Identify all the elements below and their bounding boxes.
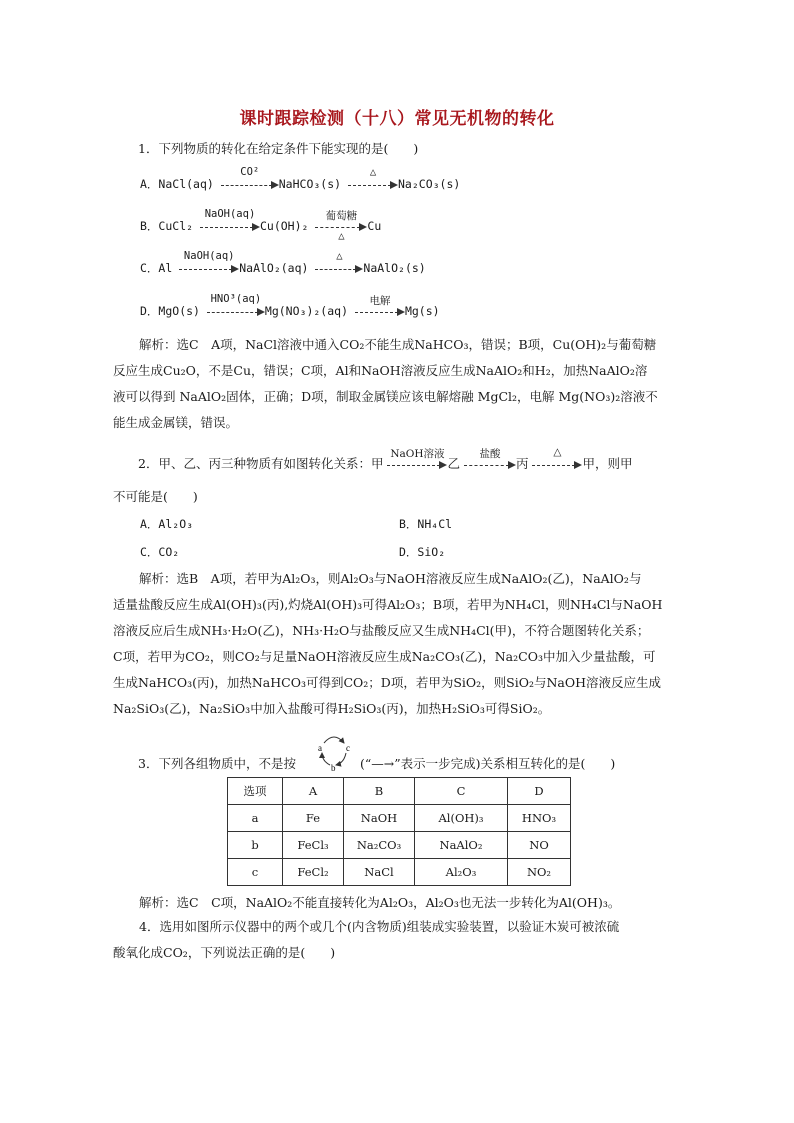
table-cell: c xyxy=(228,859,283,886)
arrow-label: △ xyxy=(553,445,562,458)
reaction-arrow xyxy=(315,209,367,242)
table-cell: HNO₃ xyxy=(508,805,571,832)
table-header-cell: B xyxy=(344,778,415,805)
table-cell: NaAlO₂ xyxy=(415,832,508,859)
q2-node-yi: 乙 xyxy=(447,456,460,471)
q1-a-prefix: A．NaCl(aq) xyxy=(140,177,214,191)
reaction-arrow xyxy=(207,292,265,317)
cycle-arrow-b-a xyxy=(322,753,330,765)
q1-d-mid: Mg(NO₃)₂(aq) xyxy=(264,304,348,318)
cycle-node-c: c xyxy=(346,743,350,753)
arrow-label: CO² xyxy=(240,165,260,178)
arrow-label: NaOH(aq) xyxy=(204,207,256,220)
analysis-line: 能生成金属镁，错误。 xyxy=(113,415,239,430)
analysis-line: 液可以得到 NaAlO₂固体，正确；D项，制取金属镁应该电解熔融 MgCl₂，电解 Mg(NO₃)₂溶液不 xyxy=(113,389,658,404)
q1-a-mid: NaHCO₃(s) xyxy=(278,177,342,191)
arrow-label: △ xyxy=(369,165,377,178)
q2-option-a: A．Al₂O₃ xyxy=(140,517,194,531)
q1-option-c xyxy=(140,249,426,276)
table-cell: b xyxy=(228,832,283,859)
q4-line: 4．选用如图所示仪器中的两个或几个(内含物质)组装成实验装置，以验证木炭可被浓硫 xyxy=(139,919,620,934)
reaction-arrow xyxy=(387,447,447,470)
table-cell: a xyxy=(228,805,283,832)
table-cell: Fe xyxy=(283,805,344,832)
q1-d-end: Mg(s) xyxy=(404,304,440,318)
q2-stem-post: 甲，则甲 xyxy=(582,456,633,471)
analysis-line: 解析：选C A项，NaCl溶液中通入CO₂不能生成NaHCO₃，错误；B项，Cu(OH)₂与葡萄糖 xyxy=(139,337,657,352)
q3-analysis: 解析：选C C项，NaAlO₂不能直接转化为Al₂O₃，Al₂O₃也无法一步转化为Al(OH)₃。 xyxy=(139,895,621,910)
cycle-node-a: a xyxy=(318,743,322,753)
q1-analysis xyxy=(113,332,685,436)
table-header-cell: 选项 xyxy=(228,778,283,805)
reaction-arrow xyxy=(355,294,405,317)
q1-b-end: Cu xyxy=(367,219,382,233)
q1-b-prefix: B．CuCl₂ xyxy=(140,219,194,233)
table-cell: NaOH xyxy=(344,805,415,832)
table-row xyxy=(228,832,571,859)
table-cell: Al(OH)₃ xyxy=(415,805,508,832)
arrow-label: 电解 xyxy=(369,294,391,307)
cycle-diagram xyxy=(312,729,356,773)
cycle-arrow-c-b xyxy=(336,753,346,765)
arrow-label: 盐酸 xyxy=(479,447,501,460)
table-header-cell: D xyxy=(508,778,571,805)
q1-c-prefix: C．Al xyxy=(140,261,173,275)
table-cell: FeCl₃ xyxy=(283,832,344,859)
q2-stem-pre: 2．甲、乙、丙三种物质有如图转化关系：甲 xyxy=(138,456,384,471)
q3-stem-post: (“—→”表示一步完成)关系相互转化的是( ) xyxy=(360,756,616,771)
q1-option-a xyxy=(140,165,461,192)
q1-stem: 1．下列物质的转化在给定条件下能实现的是( ) xyxy=(138,141,419,156)
q2-option-d: D．SiO₂ xyxy=(399,545,446,559)
q1-option-b xyxy=(140,207,382,242)
table-cell: NO₂ xyxy=(508,859,571,886)
analysis-line: C项，若甲为CO₂，则CO₂与足量NaOH溶液反应生成Na₂CO₃(乙)，Na₂CO₃中加入少量盐酸，可 xyxy=(113,649,656,664)
analysis-line: 解析：选B A项，若甲为Al₂O₃，则Al₂O₃与NaOH溶液反应生成NaAlO₂(乙)，NaAlO₂与 xyxy=(139,571,642,586)
table-cell: Al₂O₃ xyxy=(415,859,508,886)
reaction-arrow xyxy=(348,165,398,190)
q2-stem-line2: 不可能是( ) xyxy=(113,489,198,504)
q1-a-end: Na₂CO₃(s) xyxy=(398,177,461,191)
table-cell: NaCl xyxy=(344,859,415,886)
arrow-label: △ xyxy=(336,249,343,262)
analysis-line: Na₂SiO₃(乙)，Na₂SiO₃中加入盐酸可得H₂SiO₃(丙)，加热H₂SiO₃可得SiO₂。 xyxy=(113,701,551,716)
q4-line: 酸氧化成CO₂，下列说法正确的是( ) xyxy=(113,945,336,960)
q1-option-d xyxy=(140,292,440,319)
table-cell: NO xyxy=(508,832,571,859)
q3-options-table xyxy=(227,777,571,886)
q1-d-prefix: D．MgO(s) xyxy=(140,304,200,318)
cycle-node-b: b xyxy=(331,763,336,773)
table-header-cell: C xyxy=(415,778,508,805)
arrow-label: 葡萄糖 xyxy=(325,209,358,222)
analysis-line: 适量盐酸反应生成Al(OH)₃(丙),灼烧Al(OH)₃可得Al₂O₃；B项，若甲为NH₄Cl，则NH₄Cl与NaOH xyxy=(113,597,663,612)
q3-stem-pre: 3．下列各组物质中，不是按 xyxy=(138,756,296,771)
reaction-arrow xyxy=(532,445,582,470)
reaction-arrow xyxy=(464,447,516,470)
table-header-row xyxy=(228,778,571,805)
q2-option-b: B．NH₄Cl xyxy=(399,517,453,531)
q4-stem xyxy=(113,914,685,966)
page-title: 课时跟踪检测（十八）常见无机物的转化 xyxy=(239,109,555,129)
q1-c-end: NaAlO₂(s) xyxy=(363,261,426,275)
table-cell: Na₂CO₃ xyxy=(344,832,415,859)
q2-option-c: C．CO₂ xyxy=(140,545,180,559)
analysis-line: 溶液反应后生成NH₃·H₂O(乙)，NH₃·H₂O与盐酸反应又生成NH₄Cl(甲)，不符合题图转化关系； xyxy=(113,623,650,638)
reaction-arrow xyxy=(221,165,279,190)
analysis-line: 反应生成Cu₂O，不是Cu，错误；C项，Al和NaOH溶液反应生成NaAlO₂和H₂，加热NaAlO₂溶 xyxy=(113,363,648,378)
q1-b-mid: Cu(OH)₂ xyxy=(259,219,309,233)
reaction-arrow xyxy=(315,249,363,274)
reaction-arrow xyxy=(179,249,239,274)
cycle-arrow-a-c xyxy=(324,737,344,743)
q1-c-mid: NaAlO₂(aq) xyxy=(239,261,309,275)
q2-stem xyxy=(138,445,633,472)
arrow-label: NaOH溶液 xyxy=(390,447,445,460)
table-header-cell: A xyxy=(283,778,344,805)
arrow-label-below: △ xyxy=(338,229,345,242)
q2-node-bing: 丙 xyxy=(515,456,529,471)
table-row xyxy=(228,859,571,886)
table-row xyxy=(228,805,571,832)
arrow-label: NaOH(aq) xyxy=(183,249,235,262)
table-cell: FeCl₂ xyxy=(283,859,344,886)
q2-analysis xyxy=(113,566,685,722)
reaction-arrow xyxy=(200,207,260,232)
arrow-label: HNO³(aq) xyxy=(210,292,262,305)
analysis-line: 生成NaHCO₃(丙)，加热NaHCO₃可得到CO₂；D项，若甲为SiO₂，则SiO₂与NaOH溶液反应生成 xyxy=(113,675,662,690)
